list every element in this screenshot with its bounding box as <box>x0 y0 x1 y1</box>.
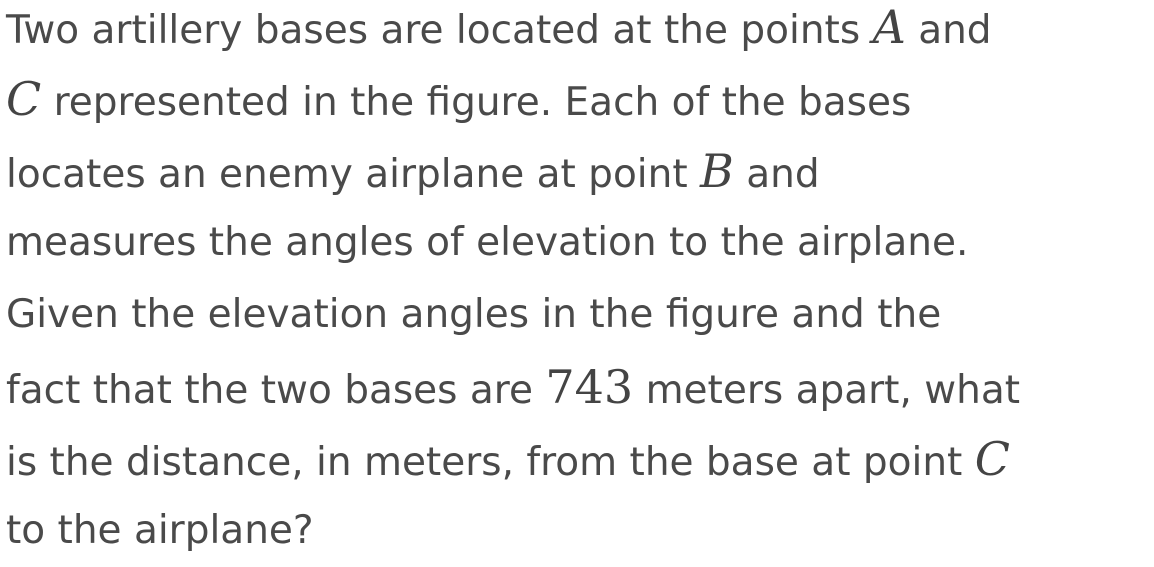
text-segment: locates an enemy airplane at point <box>6 152 701 197</box>
math-variable-c: C <box>6 72 42 126</box>
math-variable-a: A <box>872 0 906 54</box>
text-segment: is the distance, in meters, from the base at point <box>6 440 975 485</box>
math-number-distance: 743 <box>545 360 634 414</box>
text-segment: fact that the two bases are <box>6 368 546 413</box>
problem-line-6 <box>6 351 1144 423</box>
text-segment: to the airplane? <box>6 508 314 553</box>
text-segment: and <box>733 152 820 197</box>
text-segment: Given the elevation angles in the figure and the <box>6 292 942 337</box>
problem-line-5 <box>6 279 1144 351</box>
math-variable-b: B <box>700 144 734 198</box>
problem-line-8 <box>6 495 1144 567</box>
problem-line-1 <box>6 0 1144 63</box>
problem-line-4 <box>6 207 1144 279</box>
problem-line-7 <box>6 423 1144 495</box>
problem-line-2 <box>6 63 1144 135</box>
text-segment: represented in the figure. Each of the bases <box>41 80 912 125</box>
text-segment: Two artillery bases are located at the points <box>6 8 873 53</box>
math-variable-c: C <box>974 432 1010 486</box>
text-segment: and <box>905 8 992 53</box>
text-segment: meters apart, what <box>633 368 1021 413</box>
text-segment: measures the angles of elevation to the airplane. <box>6 220 969 265</box>
problem-line-3 <box>6 135 1144 207</box>
